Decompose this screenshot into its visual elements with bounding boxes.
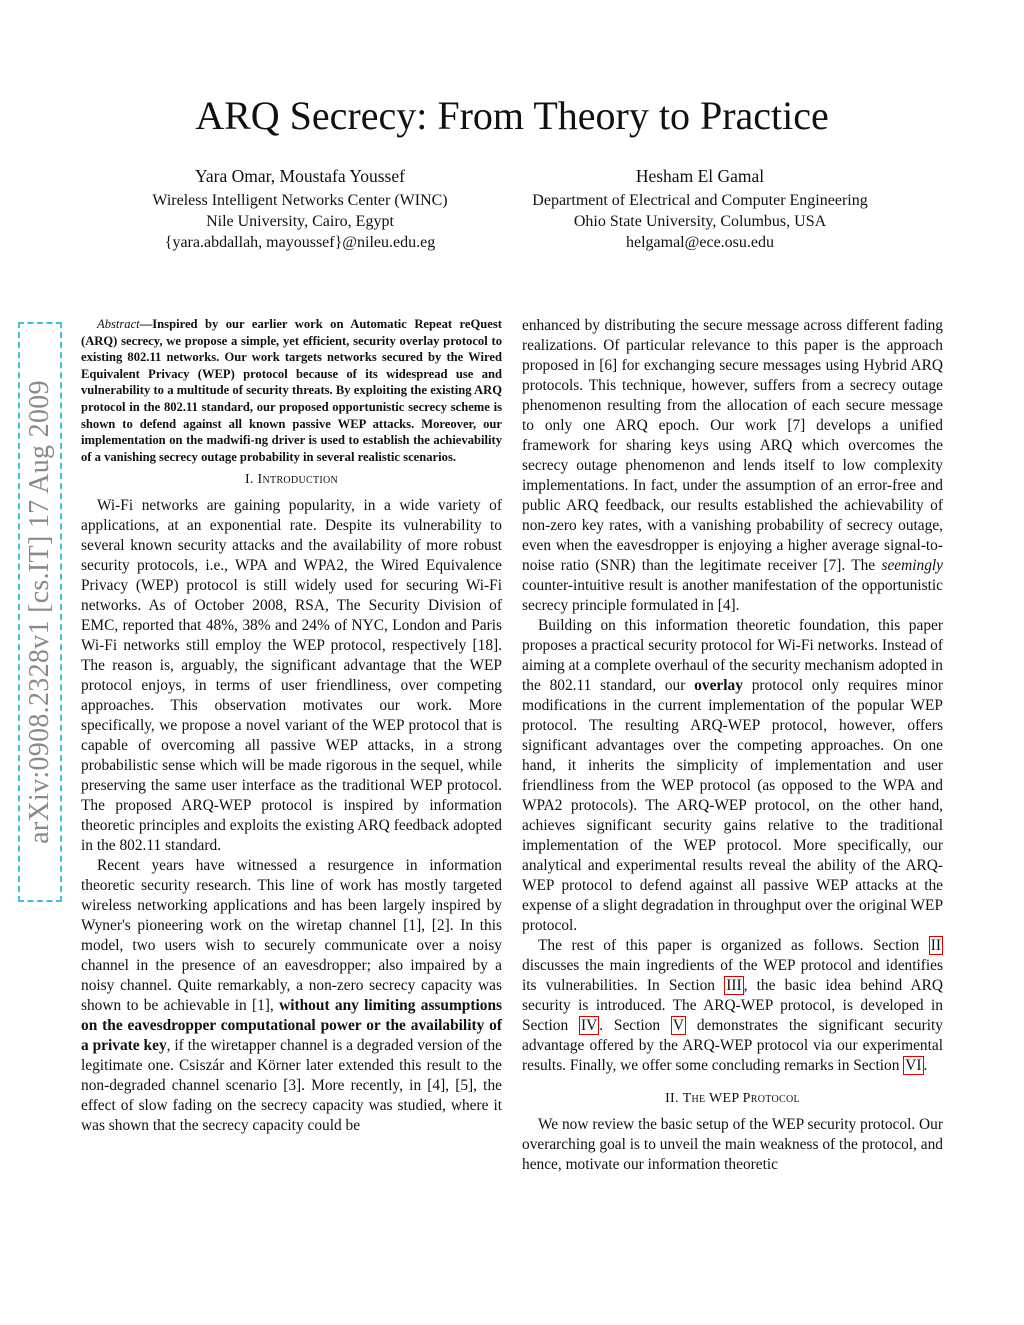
arxiv-sidebar <box>18 322 62 902</box>
section-ref-link[interactable]: VI <box>905 1057 922 1074</box>
right-column <box>522 316 943 1175</box>
section-heading-wep-protocol: II. The WEP Protocol <box>665 1091 800 1106</box>
wep-paragraph-1: We now review the basic setup of the WEP security protocol. Our overarching goal is to unveil the main weakness of the protocol, and hence, motivate our information theoretic <box>522 1116 943 1173</box>
italic-text: seemingly <box>881 557 943 574</box>
author-affiliation: Department of Electrical and Computer Engineering <box>532 192 868 209</box>
author-block-2 <box>505 166 895 253</box>
section-ref-link[interactable]: II <box>930 937 941 954</box>
emphasis-text: without any limiting assumptions on the eavesdropper computational power or the availability of a private key <box>81 997 503 1055</box>
emphasis-text: overlay <box>694 677 743 694</box>
intro-paragraph-3: Building on this information theoretic foundation, this paper proposes a practical security protocol for Wi-Fi networks. Instead of aiming at a complete overhaul of the security mechanism adopted in the 802.11 standard, our overlay protocol only requires minor modifications in the current implementation of the popular WEP protocol. The resulting ARQ-WEP protocol, however, offers significant advantages over the competing approaches. On one hand, it inherits the simplicity of implementation and user friendliness from the WEP protocol (as opposed to the WPA and WPA2 protocols). The ARQ-WEP protocol, on the other hand, achieves significant security gains relative to the traditional implementation of the WEP protocol. More specifically, our analytical and experimental results reveal the ability of the ARQ-WEP protocol to defend against all passive WEP attacks at the expense of a slight degradation in throughput over the original WEP protocol. <box>522 617 943 934</box>
section-heading-introduction: I. Introduction <box>244 472 339 488</box>
section-ref-link[interactable]: III <box>726 977 742 994</box>
abstract-label: Abstract <box>97 317 140 331</box>
paper-title: ARQ Secrecy: From Theory to Practice <box>195 93 829 138</box>
author-email: {yara.abdallah, mayoussef}@nileu.edu.eg <box>164 234 436 251</box>
abstract-text: Inspired by our earlier work on Automatic Repeat reQuest (ARQ) secrecy, we propose a simple, yet efficient, security overlay protocol to existing 802.11 networks. Our work targets networks secured by the Wired Equivalent Privacy (WEP) protocol because of its widespread use and vulnerability to a multitude of security threats. By exploiting the existing ARQ protocol in the 802.11 standard, our proposed opportunistic secrecy scheme is shown to defend against all known passive WEP attacks. Moreover, our implementation on the madwifi-ng driver is used to establish the achievability of a vanishing secrecy outage probability in several realistic scenarios. <box>81 317 502 464</box>
abstract <box>81 316 502 465</box>
section-ref-link[interactable]: IV <box>580 1017 598 1034</box>
author-affiliation: Nile University, Cairo, Egypt <box>206 213 394 230</box>
author-names: Yara Omar, Moustafa Youssef <box>195 166 405 186</box>
intro-paragraph-2: Recent years have witnessed a resurgence in information theoretic security research. This line of work has mostly targeted wireless networking applications and has been largely inspired by Wyner's pioneering work on the wiretap channel [1], [2]. In this model, two users wish to securely communicate over a noisy channel in the presence of an eavesdropper; also impaired by a noisy channel. Quite remarkably, a non-zero secrecy capacity was shown to be achievable in [1], without any limiting assumptions on the eavesdropper computational power or the availability of a private key, if the wiretapper channel is a degraded version of the legitimate one. Csiszár and Körner later extended this result to the non-degraded channel scenario [3]. More recently, in [4], [5], the effect of slow fading on the secrecy capacity was studied, where it was shown that the secrecy capacity could be <box>81 857 503 1135</box>
left-column <box>81 316 502 1136</box>
author-affiliation: Ohio State University, Columbus, USA <box>573 213 827 230</box>
intro-paragraph-2-continued: enhanced by distributing the secure message across different fading realizations. Of particular relevance to this paper is the approach proposed in [6] for exchanging secure messages using Hybrid ARQ protocols. This technique, however, suffers from a secrecy outage phenomenon resulting from the allocation of each secure message to only one ARQ epoch. Our work [7] develops a unified framework for sharing keys using ARQ which overcomes the secrecy outage phenomenon and lends itself to low complexity implementations. In fact, under the assumption of an error-free and public ARQ feedback, our results established the achievability of non-zero key rates, with a vanishing probability of secrecy outage, even when the eavesdropper is enjoying a higher average signal-to-noise ratio (SNR) than the legitimate receiver [7]. The seemingly counter-intuitive result is another manifestation of the opportunistic secrecy principle formulated in [4]. <box>522 317 943 614</box>
author-affiliation: Wireless Intelligent Networks Center (WINC) <box>152 192 448 209</box>
author-email: helgamal@ece.osu.edu <box>625 234 774 251</box>
arxiv-identifier: arXiv:0908.2328v1 [cs.IT] 17 Aug 2009 <box>24 380 55 844</box>
author-block-1 <box>130 166 470 253</box>
intro-paragraph-4: The rest of this paper is organized as follows. Section II discusses the main ingredients of the WEP protocol and identifies its vulnerabilities. In Section III , the basic idea behind ARQ security is introduced. The ARQ-WEP protocol, is developed in Section IV . Section V demonstrates the significant security advantage offered by the ARQ-WEP protocol via our experimental results. Finally, we offer some concluding remarks in Section VI . <box>522 937 943 1074</box>
intro-paragraph-1: Wi-Fi networks are gaining popularity, in a wide variety of applications, at an exponential rate. Despite its vulnerability to several known security attacks and the availability of more robust security protocols, i.e., WPA and WPA2, the Wired Equivalence Privacy (WEP) protocol is still widely used for securing Wi-Fi networks. As of October 2008, RSA, The Security Division of EMC, reported that 48%, 38% and 24% of NYC, London and Paris Wi-Fi networks still employ the WEP protocol, respectively [18]. The reason is, arguably, the significant advantage that the WEP protocol enjoys, in terms of user friendliness, over competing approaches. This observation motivates our work. More specifically, we propose a novel variant of the WEP protocol that is capable of overcoming all passive WEP attacks, in a strong probabilistic sense which will be made rigorous in the sequel, while preserving the same user interface as the traditional WEP protocol. The proposed ARQ-WEP protocol is inspired by information theoretic principles and exploits the existing ARQ feedback adopted in the 802.11 standard. <box>81 497 502 855</box>
section-ref-link[interactable]: V <box>672 1017 684 1034</box>
abstract-dash: — <box>139 317 153 331</box>
author-names: Hesham El Gamal <box>635 166 765 186</box>
